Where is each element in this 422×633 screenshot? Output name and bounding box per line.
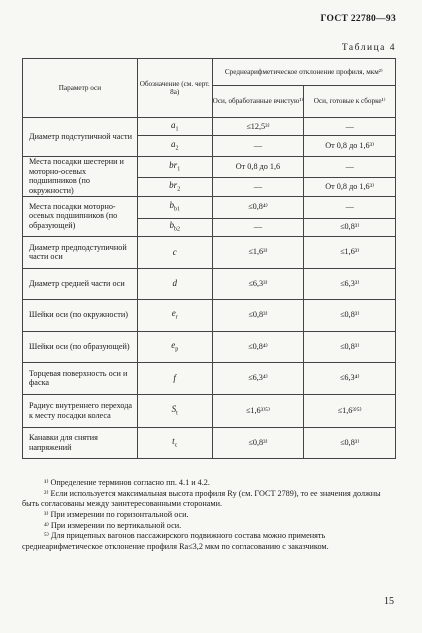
machined-value: ≤6,3³⁾: [212, 268, 304, 299]
designation-symbol: b: [169, 220, 174, 231]
machined-value: ≤6,3⁴⁾: [212, 362, 304, 394]
designation-cell: [137, 178, 212, 196]
designation-symbol: e: [171, 339, 176, 350]
designation-subscript: 2: [175, 145, 179, 152]
designation-subscript: b2: [173, 226, 180, 233]
designation-symbol: e: [171, 308, 176, 319]
designation-symbol: a: [170, 139, 176, 150]
param-cell: [23, 157, 138, 197]
header-assembled: Оси, готовые к сборке¹⁾: [304, 86, 396, 118]
designation-subscript: 1: [175, 126, 179, 133]
machined-value: —: [212, 136, 304, 157]
designation-cell: [137, 118, 212, 136]
footnote-4: ⁴⁾ При измерении по вертикальной оси.: [44, 520, 182, 530]
table-row: [23, 331, 396, 362]
designation-symbol: br: [169, 180, 178, 191]
param-label: Диаметр средней части оси: [29, 278, 125, 288]
assembled-value: ≤0,8³⁾: [304, 427, 396, 458]
table-row: [23, 196, 396, 218]
designation-symbol: S: [171, 403, 177, 414]
designation-subscript: b1: [173, 206, 180, 213]
machined-value: ≤12,5³⁾: [212, 118, 304, 136]
designation-cell: [137, 394, 212, 427]
designation-symbol: c: [172, 246, 177, 257]
designation-cell: [137, 299, 212, 331]
assembled-value: ≤1,6³⁾: [304, 236, 396, 268]
param-label: Шейки оси (по образующей): [29, 341, 130, 351]
machined-value: —: [212, 178, 304, 196]
assembled-value: —: [304, 196, 396, 218]
table-caption: Таблица 4: [341, 43, 396, 53]
assembled-value: ≤1,6³⁾⁵⁾: [304, 394, 396, 427]
designation-cell: [137, 136, 212, 157]
footnote-3: ³⁾ При измерении по горизонтальной оси.: [44, 509, 189, 519]
machined-value: ≤0,8⁴⁾: [212, 196, 304, 218]
machined-value: —: [212, 218, 304, 236]
param-label: Торцевая поверхность оси и фаска: [29, 368, 128, 388]
assembled-value: ≤0,8³⁾: [304, 331, 396, 362]
designation-cell: [137, 157, 212, 178]
footnote-2: ²⁾ Если используется максимальная высота профиля Rу (см. ГОСТ 2789), то ее значения должны быть согласованы между заинтересованными сторонами.: [22, 488, 381, 509]
designation-subscript: c: [174, 442, 178, 449]
param-label: Шейки оси (по окружности): [29, 310, 128, 320]
designation-cell: [137, 427, 212, 458]
table-body: [23, 118, 396, 459]
table-row: [23, 157, 396, 178]
designation-subscript: t: [176, 410, 178, 417]
machined-value: ≤1,6³⁾⁵⁾: [212, 394, 304, 427]
table-row: [23, 118, 396, 136]
param-cell: [23, 331, 138, 362]
header-designation: Обозначение (см. черт. 8а): [137, 59, 212, 118]
table-row: [23, 427, 396, 458]
table-row: [23, 394, 396, 427]
footnote-1: ¹⁾ Определение терминов согласно пп. 4.1 и 4.2.: [44, 478, 210, 487]
designation-symbol: b: [169, 200, 174, 211]
param-label: Места посадки шестерни и моторно-осевых подшипников (по окружности): [29, 157, 124, 196]
param-cell: [23, 299, 138, 331]
param-label: Диаметр предподступичной части оси: [29, 242, 127, 262]
param-cell: [23, 362, 138, 394]
designation-subscript: 1: [177, 166, 181, 173]
assembled-value: ≤6,3⁴⁾: [304, 362, 396, 394]
assembled-value: ≤6,3³⁾: [304, 268, 396, 299]
param-cell: [23, 236, 138, 268]
param-cell: [23, 196, 138, 236]
param-cell: [23, 268, 138, 299]
param-label: Места посадки моторно-осевых подшипников (по образующей): [29, 201, 118, 231]
designation-cell: [137, 196, 212, 218]
table-row: [23, 299, 396, 331]
table-row: [23, 362, 396, 394]
designation-symbol: d: [172, 278, 177, 289]
param-label: Канавки для снятия напряжений: [29, 433, 98, 452]
designation-cell: [137, 331, 212, 362]
designation-subscript: 2: [177, 186, 181, 193]
assembled-value: ≤0,8³⁾: [304, 218, 396, 236]
param-label: Радиус внутреннего перехода к месту посадки колеса: [29, 401, 133, 420]
designation-symbol: br: [169, 160, 178, 171]
designation-symbol: a: [170, 119, 176, 130]
footnotes: [22, 478, 396, 553]
machined-value: ≤1,6³⁾: [212, 236, 304, 268]
header-machined: Оси, обработанные вчистую¹⁾: [212, 86, 304, 118]
table-row: [23, 236, 396, 268]
footnote-5: ⁵⁾ Для прицепных вагонов пассажирского подвижного состава можно применять среднеарифметическое отклонение профиля Ra≤3,2 мкм по согласованию с заказчиком.: [22, 531, 329, 551]
designation-subscript: p: [175, 346, 179, 353]
table-row: [23, 268, 396, 299]
designation-cell: [137, 362, 212, 394]
assembled-value: От 0,8 до 1,6³⁾: [304, 178, 396, 196]
assembled-value: —: [304, 157, 396, 178]
machined-value: ≤0,8⁴⁾: [212, 331, 304, 362]
header-deviation: Среднеарифметическое отклонение профиля, мкм²⁾: [212, 59, 395, 86]
designation-subscript: r: [175, 314, 178, 321]
param-cell: [23, 427, 138, 458]
param-cell: [23, 118, 138, 157]
assembled-value: —: [304, 118, 396, 136]
designation-cell: [137, 218, 212, 236]
designation-cell: [137, 236, 212, 268]
machined-value: ≤0,8³⁾: [212, 299, 304, 331]
assembled-value: ≤0,8³⁾: [304, 299, 396, 331]
designation-symbol: t: [172, 435, 175, 446]
param-cell: [23, 394, 138, 427]
machined-value: ≤0,8³⁾: [212, 427, 304, 458]
parameters-table: [22, 58, 396, 459]
designation-symbol: f: [173, 372, 176, 383]
designation-cell: [137, 268, 212, 299]
param-label: Диаметр подступичной части: [29, 132, 132, 142]
machined-value: От 0,8 до 1,6: [212, 157, 304, 178]
page-number: 15: [384, 596, 394, 607]
document-code: ГОСТ 22780—93: [320, 14, 396, 24]
header-param: Параметр оси: [23, 59, 138, 118]
assembled-value: От 0,8 до 1,6³⁾: [304, 136, 396, 157]
